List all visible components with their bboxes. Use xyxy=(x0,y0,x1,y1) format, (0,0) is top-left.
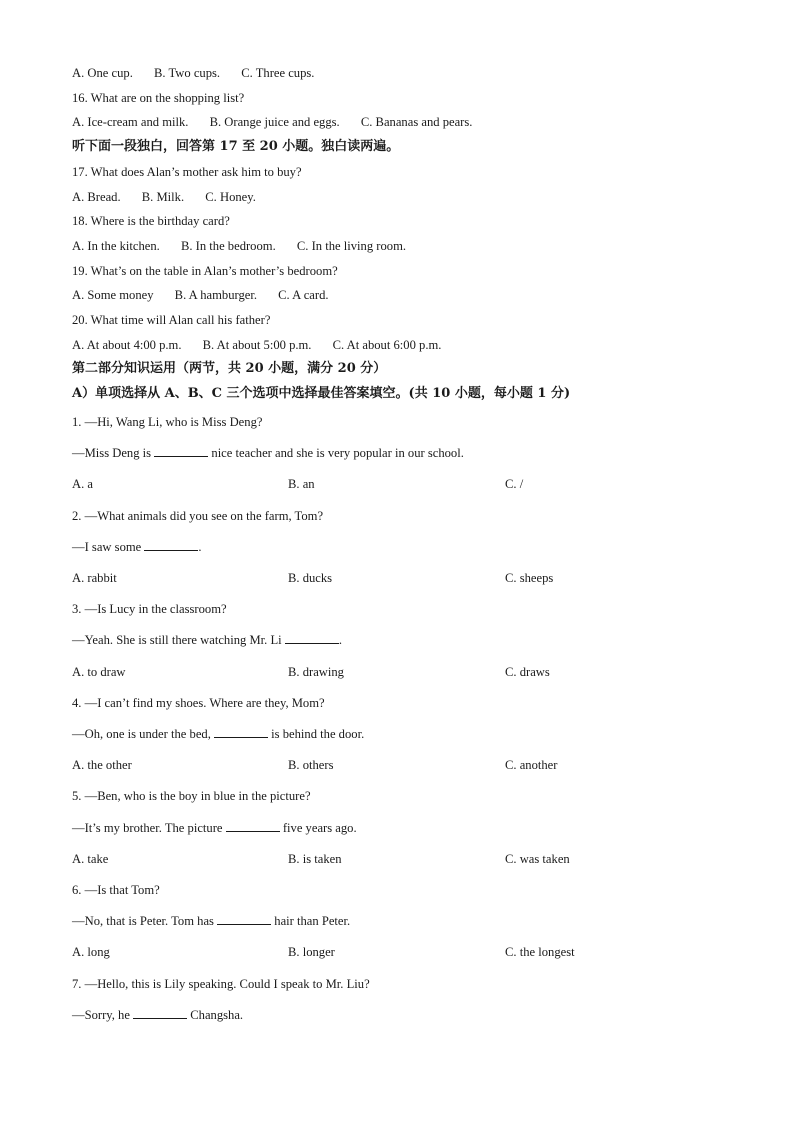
grammar-q4-answer-line xyxy=(72,726,364,742)
grammar-q6-option-a[interactable]: A. long xyxy=(72,945,110,959)
q18-option-b[interactable]: B. In the bedroom. xyxy=(180,239,276,253)
grammar-q5-option-a[interactable]: A. take xyxy=(72,852,109,866)
grammar-q1-question: 1. —Hi, Wang Li, who is Miss Deng? xyxy=(72,415,263,429)
grammar-q1-option-c[interactable]: C. / xyxy=(505,477,524,491)
grammar-q1-answer-line xyxy=(72,445,464,461)
grammar-q3-question: 3. —Is Lucy in the classroom? xyxy=(72,602,227,616)
answer-blank[interactable] xyxy=(133,1007,187,1019)
grammar-q3-before: —Yeah. She is still there watching Mr. Li xyxy=(72,633,282,647)
q17-option-a[interactable]: A. Bread. xyxy=(72,190,121,204)
q16-option-a[interactable]: A. Ice-cream and milk. xyxy=(72,115,189,129)
grammar-q1-options xyxy=(0,476,794,492)
q20-question: 20. What time will Alan call his father? xyxy=(72,313,271,327)
answer-blank[interactable] xyxy=(217,913,271,925)
grammar-q2-option-a[interactable]: A. rabbit xyxy=(72,571,117,585)
grammar-q3-option-a[interactable]: A. to draw xyxy=(72,665,126,679)
part2-heading: 第二部分知识运用（两节，共 20 小题，满分 20 分） xyxy=(72,361,387,376)
grammar-q3-option-b[interactable]: B. drawing xyxy=(288,665,344,679)
grammar-q4-question: 4. —I can’t find my shoes. Where are they, Mom? xyxy=(72,696,325,710)
grammar-q7-question: 7. —Hello, this is Lily speaking. Could I speak to Mr. Liu? xyxy=(72,977,370,991)
answer-blank[interactable] xyxy=(214,726,268,738)
grammar-q1-option-a[interactable]: A. a xyxy=(72,477,93,491)
answer-blank[interactable] xyxy=(285,632,339,644)
q16-option-c[interactable]: C. Bananas and pears. xyxy=(360,115,473,129)
q16-question: 16. What are on the shopping list? xyxy=(72,91,245,105)
grammar-q2-after: . xyxy=(198,540,202,554)
answer-blank[interactable] xyxy=(226,820,280,832)
q17-options xyxy=(72,189,256,205)
q19-options xyxy=(72,287,329,303)
q20-option-c[interactable]: C. At about 6:00 p.m. xyxy=(332,338,442,352)
grammar-q5-question: 5. —Ben, who is the boy in blue in the picture? xyxy=(72,789,311,803)
q20-option-a[interactable]: A. At about 4:00 p.m. xyxy=(72,338,182,352)
grammar-q6-question: 6. —Is that Tom? xyxy=(72,883,160,897)
grammar-q4-after: is behind the door. xyxy=(271,727,365,741)
answer-blank[interactable] xyxy=(154,445,208,457)
grammar-q3-option-c[interactable]: C. draws xyxy=(505,665,550,679)
grammar-q5-options xyxy=(0,851,794,867)
grammar-q6-after: hair than Peter. xyxy=(274,914,351,928)
grammar-q6-answer-line xyxy=(72,913,350,929)
answer-blank[interactable] xyxy=(144,539,198,551)
monologue-instruction: 听下面一段独白，回答第 17 至 20 小题。独白读两遍。 xyxy=(72,139,400,154)
grammar-q5-option-b[interactable]: B. is taken xyxy=(288,852,342,866)
q15-option-a[interactable]: A. One cup. xyxy=(72,66,133,80)
q20-option-b[interactable]: B. At about 5:00 p.m. xyxy=(202,338,312,352)
grammar-q7-answer-line xyxy=(72,1007,243,1023)
q18-question: 18. Where is the birthday card? xyxy=(72,214,230,228)
grammar-q4-before: —Oh, one is under the bed, xyxy=(72,727,211,741)
q15-options xyxy=(72,65,314,81)
q20-options xyxy=(72,337,441,353)
grammar-q4-options xyxy=(0,757,794,773)
grammar-q2-before: —I saw some xyxy=(72,540,142,554)
grammar-q1-after: nice teacher and she is very popular in our school. xyxy=(211,446,464,460)
q19-option-a[interactable]: A. Some money xyxy=(72,288,154,302)
q18-options xyxy=(72,238,406,254)
grammar-q5-after: five years ago. xyxy=(282,821,357,835)
q15-option-b[interactable]: B. Two cups. xyxy=(154,66,221,80)
grammar-q7-before: —Sorry, he xyxy=(72,1008,130,1022)
grammar-q2-option-c[interactable]: C. sheeps xyxy=(505,571,554,585)
grammar-q2-question: 2. —What animals did you see on the farm, Tom? xyxy=(72,509,324,523)
grammar-q5-answer-line xyxy=(72,820,357,836)
q19-option-b[interactable]: B. A hamburger. xyxy=(174,288,257,302)
grammar-q2-options xyxy=(0,570,794,586)
grammar-q5-before: —It’s my brother. The picture xyxy=(72,821,223,835)
grammar-q1-before: —Miss Deng is xyxy=(72,446,152,460)
q17-option-b[interactable]: B. Milk. xyxy=(141,190,185,204)
q17-option-c[interactable]: C. Honey. xyxy=(205,190,256,204)
q16-option-b[interactable]: B. Orange juice and eggs. xyxy=(209,115,340,129)
q18-option-a[interactable]: A. In the kitchen. xyxy=(72,239,160,253)
grammar-q3-answer-line xyxy=(72,632,342,648)
grammar-q6-before: —No, that is Peter. Tom has xyxy=(72,914,214,928)
grammar-q1-option-b[interactable]: B. an xyxy=(288,477,315,491)
section-a-heading: A）单项选择从 A、B、C 三个选项中选择最佳答案填空。(共 10 小题，每小题 1 分) xyxy=(72,386,571,401)
grammar-q4-option-a[interactable]: A. the other xyxy=(72,758,132,772)
grammar-q6-options xyxy=(0,944,794,960)
grammar-q2-answer-line xyxy=(72,539,202,555)
q18-option-c[interactable]: C. In the living room. xyxy=(296,239,407,253)
q19-question: 19. What’s on the table in Alan’s mother’s bedroom? xyxy=(72,264,338,278)
grammar-q6-option-c[interactable]: C. the longest xyxy=(505,945,575,959)
grammar-q3-after: . xyxy=(338,633,342,647)
q19-option-c[interactable]: C. A card. xyxy=(278,288,329,302)
grammar-q3-options xyxy=(0,664,794,680)
q15-option-c[interactable]: C. Three cups. xyxy=(241,66,315,80)
q16-options xyxy=(72,114,472,130)
grammar-q4-option-b[interactable]: B. others xyxy=(288,758,334,772)
grammar-q6-option-b[interactable]: B. longer xyxy=(288,945,335,959)
grammar-q5-option-c[interactable]: C. was taken xyxy=(505,852,570,866)
grammar-q2-option-b[interactable]: B. ducks xyxy=(288,571,333,585)
grammar-q7-after: Changsha. xyxy=(190,1008,244,1022)
q17-question: 17. What does Alan’s mother ask him to buy? xyxy=(72,165,302,179)
grammar-q4-option-c[interactable]: C. another xyxy=(505,758,558,772)
